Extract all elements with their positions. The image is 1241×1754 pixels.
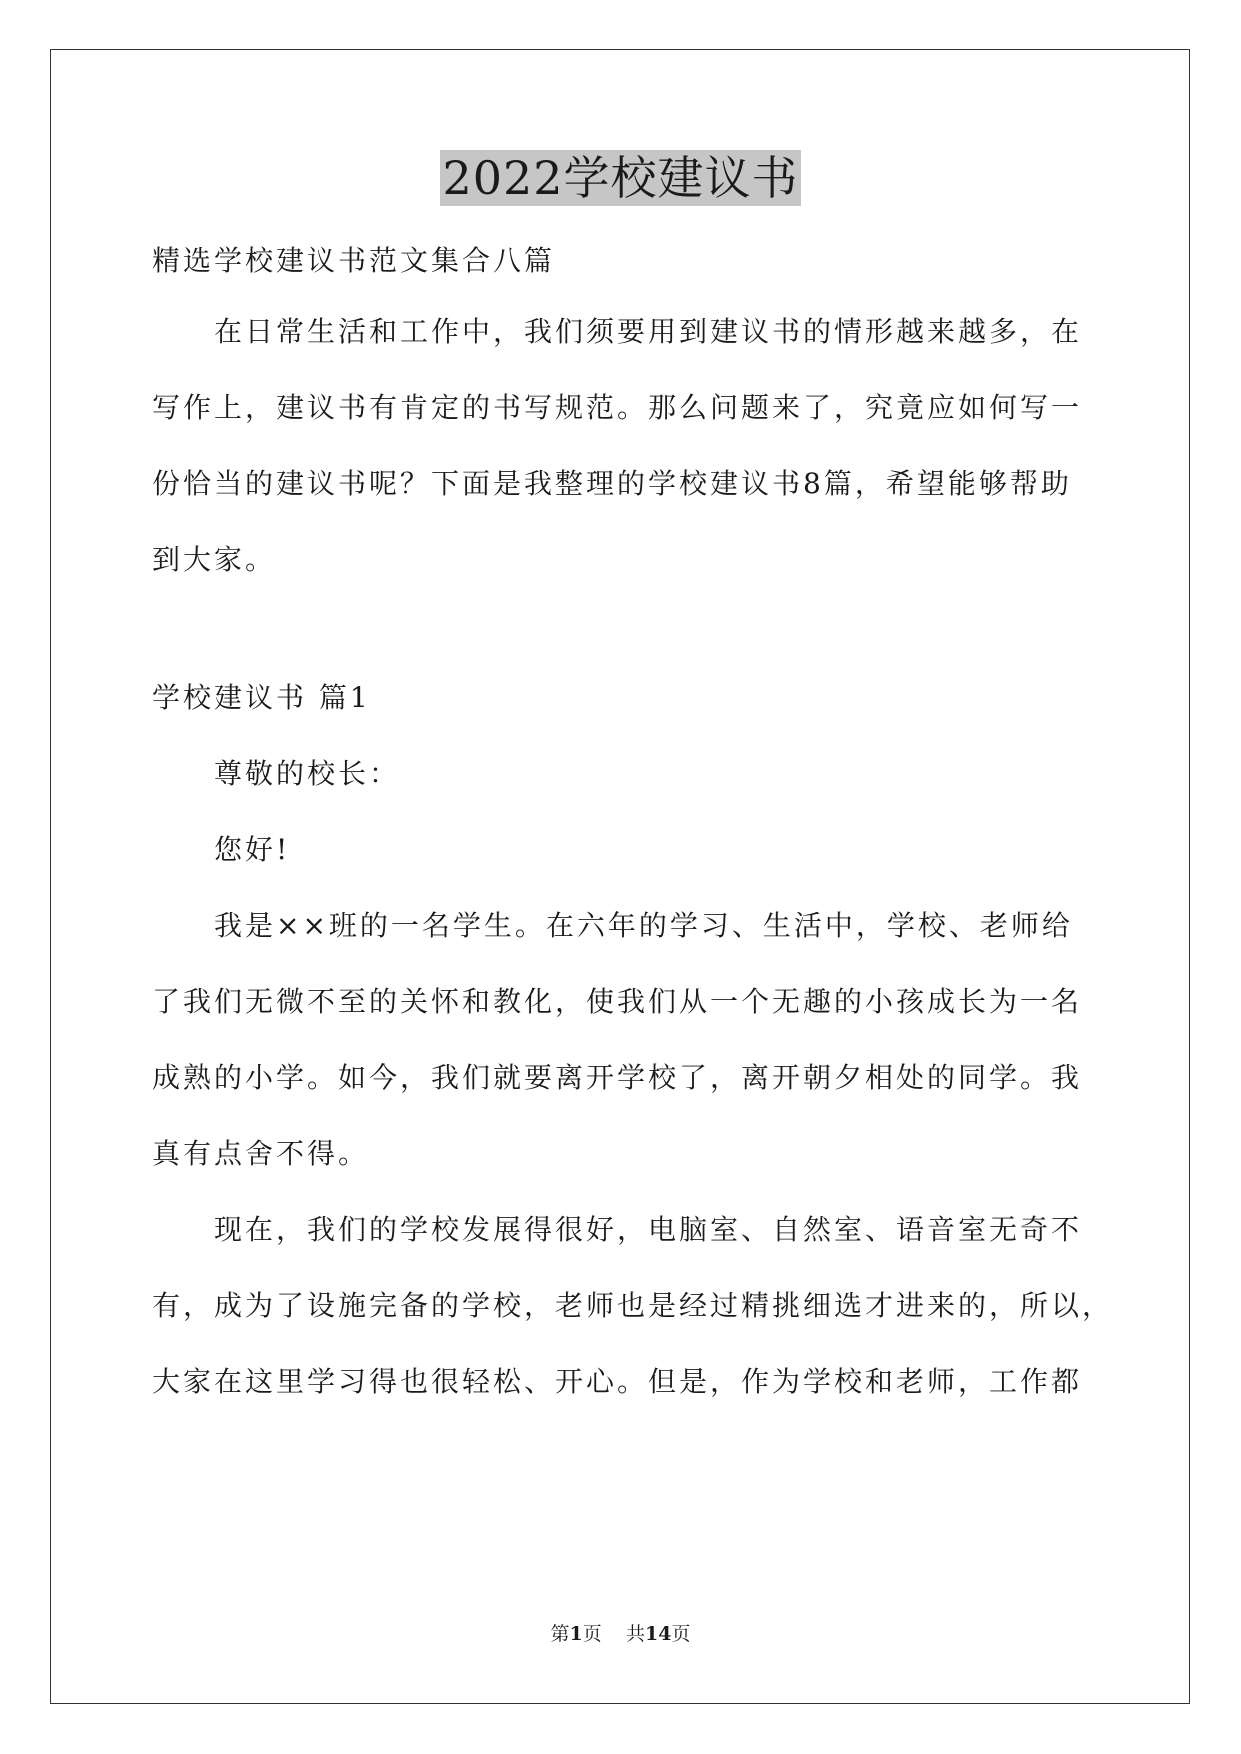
para2-line-1: 现在，我们的学校发展得很好，电脑室、自然室、语音室无奇不 (214, 1213, 1083, 1246)
salutation: 尊敬的校长： (214, 757, 401, 790)
footer-page-suffix: 页 (582, 1623, 602, 1645)
greeting: 您好! (214, 833, 291, 866)
para2-line-3: 大家在这里学习得也很轻松、开心。但是，作为学校和老师，工作都 (152, 1365, 1083, 1398)
page-border (50, 49, 1190, 1704)
footer-total-suffix: 页 (671, 1623, 691, 1645)
intro-line-3: 份恰当的建议书呢？下面是我整理的学校建议书8篇，希望能够帮助 (152, 467, 1072, 500)
page-footer (0, 1622, 1241, 1646)
footer-page-number: 1 (569, 1623, 583, 1645)
footer-page-prefix: 第 (550, 1623, 570, 1645)
footer-total-prefix: 共 (625, 1623, 645, 1645)
para1-line-4: 真有点舍不得。 (152, 1137, 370, 1170)
document-title-text: 2022学校建议书 (442, 151, 799, 205)
footer-total-pages: 14 (644, 1623, 672, 1645)
section-heading: 学校建议书 篇1 (152, 681, 371, 714)
intro-line-2: 写作上，建议书有肯定的书写规范。那么问题来了，究竟应如何写一 (152, 391, 1083, 424)
intro-line-4: 到大家。 (152, 543, 277, 576)
para1-line-1: 我是××班的一名学生。在六年的学习、生活中，学校、老师给 (214, 909, 1073, 942)
para1-line-3: 成熟的小学。如今，我们就要离开学校了，离开朝夕相处的同学。我 (152, 1061, 1083, 1094)
para2-line-2: 有，成为了设施完备的学校，老师也是经过精挑细选才进来的，所以， (152, 1289, 1114, 1322)
document-title (0, 150, 1241, 206)
document-subtitle: 精选学校建议书范文集合八篇 (152, 244, 556, 277)
intro-line-1: 在日常生活和工作中，我们须要用到建议书的情形越来越多，在 (214, 315, 1083, 348)
para1-line-2: 了我们无微不至的关怀和教化，使我们从一个无趣的小孩成长为一名 (152, 985, 1083, 1018)
